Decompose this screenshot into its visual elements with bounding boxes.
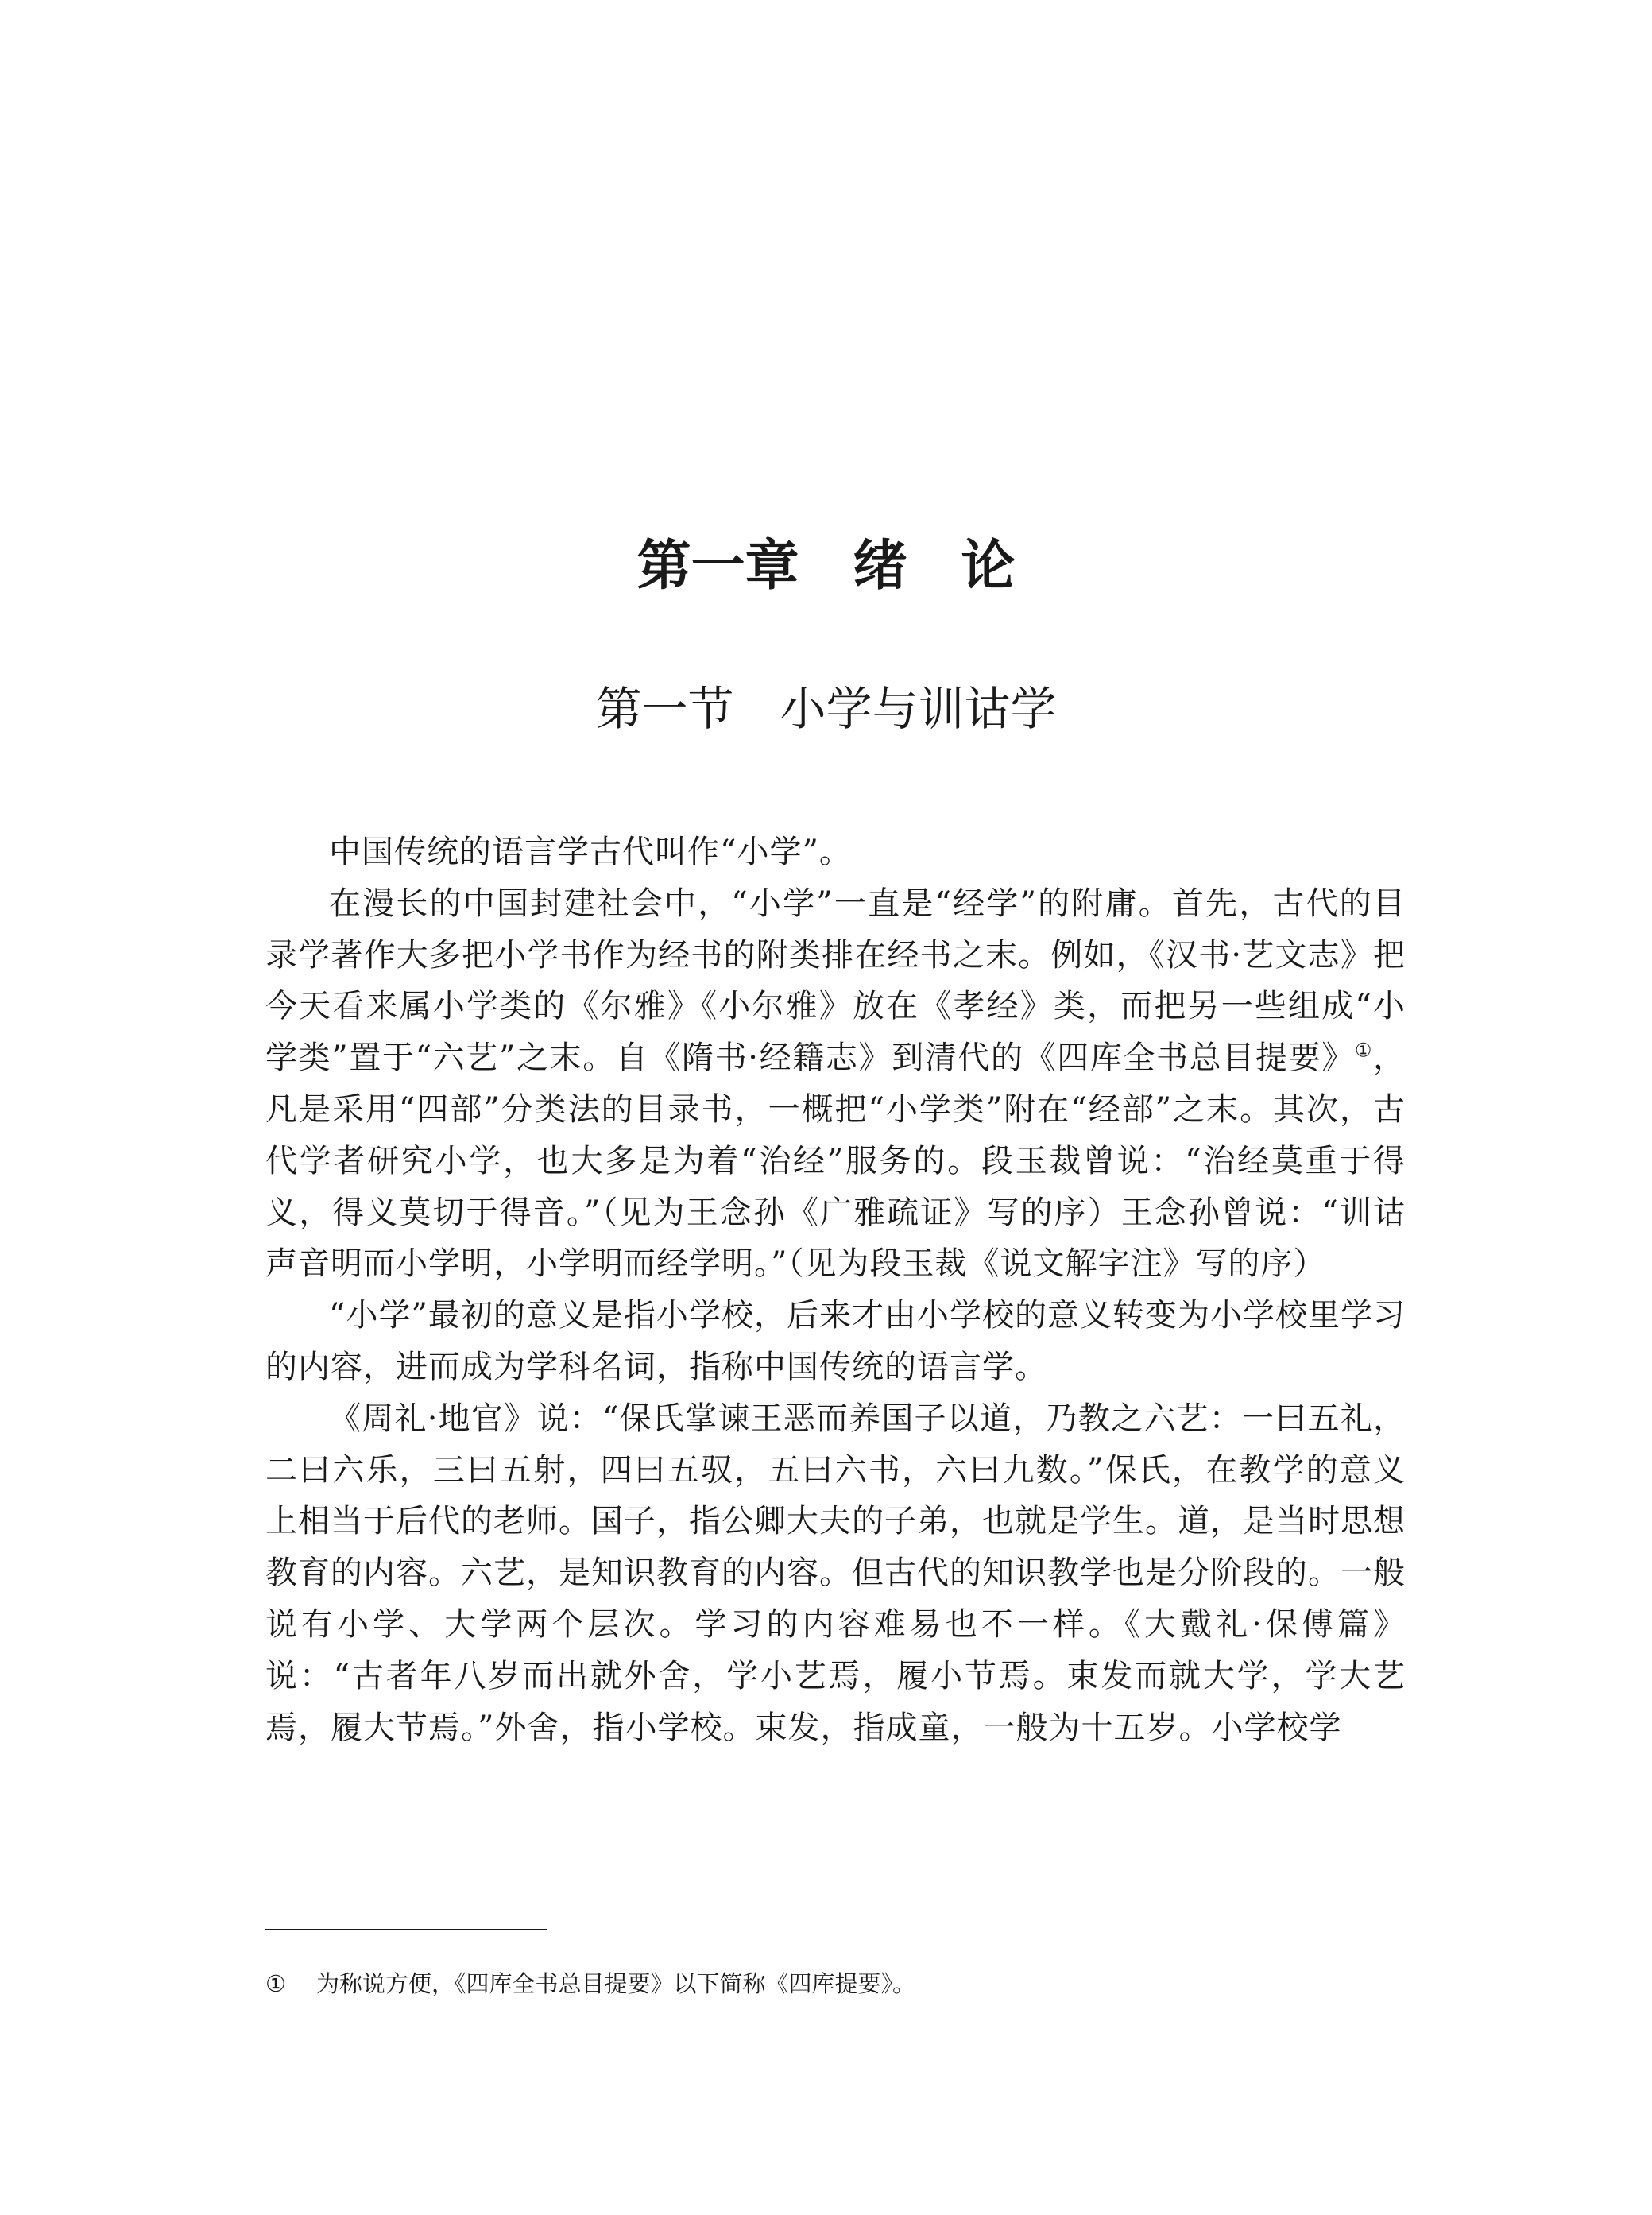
section-title: 第一节 小学与训诂学 bbox=[595, 682, 1057, 736]
paragraph-2-text-end: ，凡是采用“四部”分类法的目录书，一概把“小学类”附在“经部”之末。其次，古代学者研究小学，也大多是为着“治经”服务的。段玉裁曾说：“治经莫重于得义，得义莫切于得音。”（见为王念孙《广雅疏证》写的序）王念孙曾说：“训诂声音明而小学明，小学明而经学明。”（见为段玉裁《说文解字注》写的序） bbox=[265, 1040, 1406, 1283]
chapter-title: 第一章 绪 论 bbox=[636, 535, 1016, 598]
footnote bbox=[265, 1965, 1406, 2002]
paragraph-1 bbox=[265, 827, 1406, 878]
paragraph-3-text: “小学”最初的意义是指小学校，后来才由小学校的意义转变为小学校里学习的内容，进而成为学科名词，指称中国传统的语言学。 bbox=[265, 1297, 1406, 1385]
paragraph-3 bbox=[265, 1290, 1406, 1393]
paragraph-2-text-start: 在漫长的中国封建社会中，“小学”一直是“经学”的附庸。首先，古代的目录学著作大多把小学书作为经书的附类排在经书之末。例如，《汉书·艺文志》把今天看来属小学类的《尔雅》《小尔雅》放在《孝经》类，而把另一些组成“小学类”置于“六艺”之末。自《隋书·经籍志》到清代的《四库全书总目提要》 bbox=[265, 885, 1406, 1077]
paragraph-4 bbox=[265, 1393, 1406, 1754]
paragraph-1-text: 中国传统的语言学古代叫作“小学”。 bbox=[329, 834, 852, 870]
footnote-divider bbox=[265, 1929, 547, 1930]
footnote-reference: ① bbox=[1354, 1039, 1374, 1062]
paragraph-2 bbox=[265, 878, 1406, 1290]
footnote-mark: ① bbox=[265, 1970, 286, 1997]
footnote-text: 为称说方便，《四库全书总目提要》以下简称《四库提要》。 bbox=[316, 1970, 916, 1997]
body-text bbox=[265, 827, 1406, 1753]
paragraph-4-text: 《周礼·地官》说：“保氏掌谏王恶而养国子以道，乃教之六艺：一曰五礼，二曰六乐，三曰五射，四曰五驭，五曰六书，六曰九数。”保氏，在教学的意义上相当于后代的老师。国子，指公卿大夫的子弟，也就是学生。道，是当时思想教育的内容。六艺，是知识教育的内容。但古代的知识教学也是分阶段的。一般说有小学、大学两个层次。学习的内容难易也不一样。《大戴礼·保傅篇》说：“古者年八岁而出就外舍，学小艺焉，履小节焉。束发而就大学，学大艺焉，履大节焉。”外舍，指小学校。束发，指成童，一般为十五岁。小学校学 bbox=[265, 1400, 1406, 1746]
